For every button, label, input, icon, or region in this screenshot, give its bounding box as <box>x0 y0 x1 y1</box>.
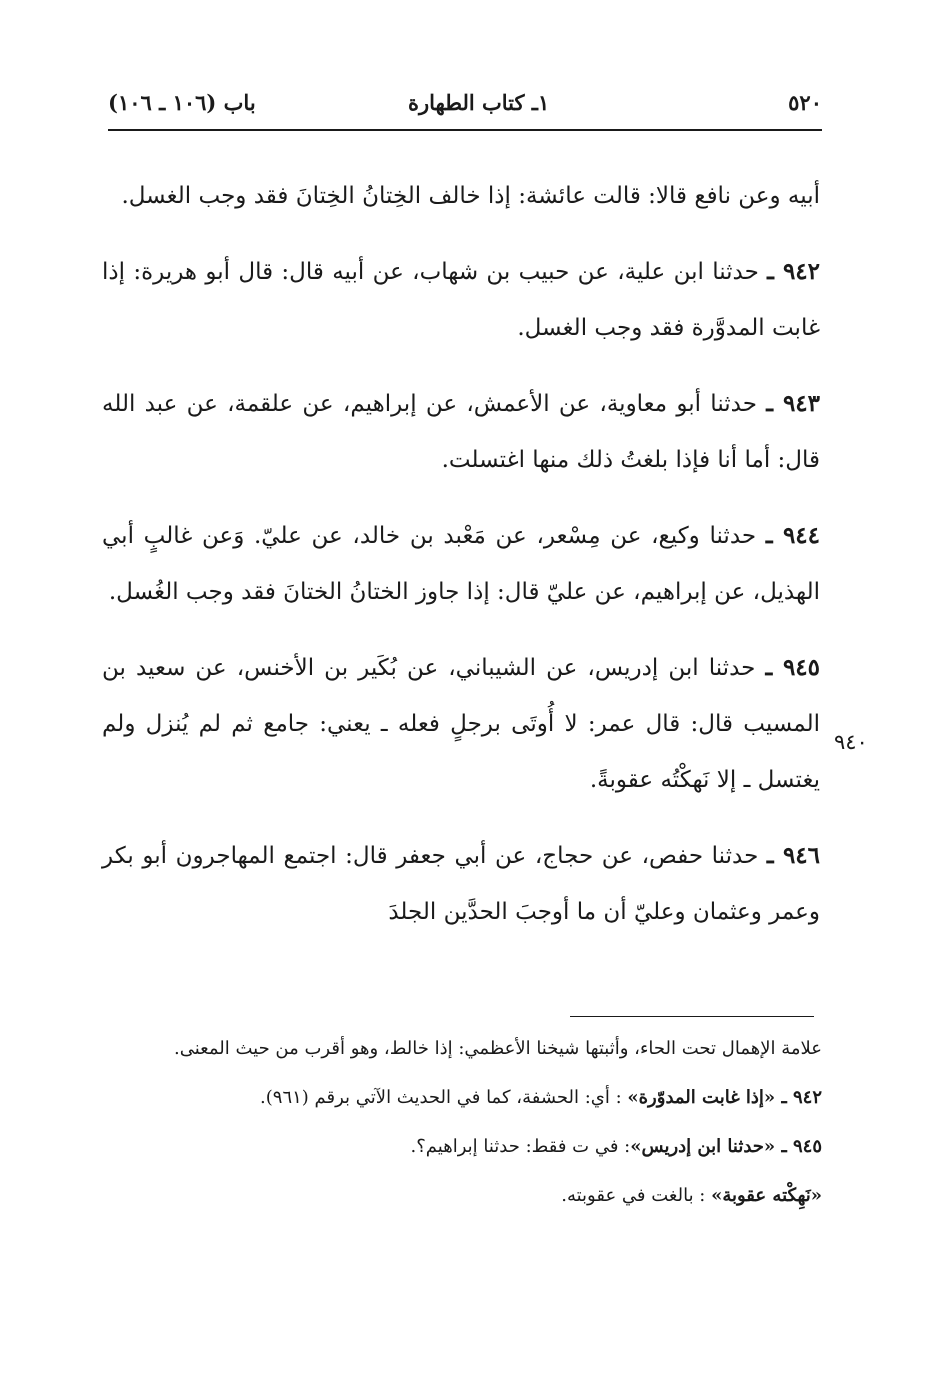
footnote <box>100 1079 822 1116</box>
hadith-paragraph-946 <box>102 828 820 940</box>
footnote <box>100 1128 822 1165</box>
footnotes <box>100 1030 822 1226</box>
book-title: ١ـ كتاب الطهارة <box>408 90 550 115</box>
footnote-quote: «إذا غابت المدوّرة» <box>627 1087 782 1108</box>
hadith-text: حدثنا ابن إدريس، عن الشيباني، عن بُكَير بن الأخنس، عن سعيد بن المسيب قال: قال عمر: لا أُوتَى برجلٍ فعله ـ يعني: جامع ثم لم يُنزل ولم يغتسل ـ إلا نَهكْتُه عقوبةً. <box>102 655 820 793</box>
hadith-text: حدثنا حفص، عن حجاج، عن أبي جعفر قال: اجتمع المهاجرون أبو بكر وعمر وعثمان وعليّ أن ما أوجبَ الحدَّين الجلدَ <box>102 843 820 925</box>
hadith-paragraph-944 <box>102 508 820 620</box>
footnote-text: : أي: الحشفة، كما في الحديث الآتي برقم (٩٦١). <box>260 1087 628 1108</box>
margin-reference-number: ٩٤٠ <box>834 730 868 754</box>
hadith-paragraph-943 <box>102 376 820 488</box>
footnote-separator <box>570 1016 814 1017</box>
page-number: ٥٢٠ <box>788 90 822 115</box>
hadith-paragraph-continuation <box>102 168 820 224</box>
hadith-number: ٩٤٤ ـ <box>765 522 820 549</box>
hadith-paragraph-942 <box>102 244 820 356</box>
hadith-text: حدثنا ابن علية، عن حبيب بن شهاب، عن أبيه قال: قال أبو هريرة: إذا غابت المدوَّرة فقد وجب الغسل. <box>102 259 820 341</box>
footnote <box>100 1030 822 1067</box>
hadith-number: ٩٤٢ ـ <box>767 258 820 285</box>
hadith-paragraph-945 <box>102 640 820 808</box>
footnote-quote: «حدثنا ابن إدريس» <box>630 1136 782 1157</box>
hadith-text: حدثنا أبو معاوية، عن الأعمش، عن إبراهيم، عن علقمة، عن عبد الله قال: أما أنا فإذا بلغتُ ذلك منها اغتسلت. <box>102 391 820 473</box>
hadith-number: ٩٤٥ ـ <box>765 654 820 681</box>
chapter-reference: باب (١٠٦ ـ ١٠٦) <box>108 90 256 115</box>
footnote-text: : في ت فقط: حدثنا إبراهيم؟. <box>410 1136 631 1157</box>
footnote-text: : بالغت في عقوبته. <box>561 1185 712 1206</box>
page-header <box>108 86 822 130</box>
footnote-number: ٩٤٢ ـ <box>781 1087 822 1108</box>
main-text <box>102 168 820 960</box>
footnote <box>100 1177 822 1214</box>
hadith-number: ٩٤٣ ـ <box>766 390 821 417</box>
hadith-text: حدثنا وكيع، عن مِسْعر، عن مَعْبد بن خالد، عن عليّ. وَعن غالبٍ أبي الهذيل، عن إبراهيم، عن عليّ قال: إذا جاوز الختانُ الختانَ فقد وجب الغُسل. <box>102 523 820 605</box>
header-rule <box>108 129 822 131</box>
hadith-text: أبيه وعن نافع قالا: قالت عائشة: إذا خالف الخِتانُ الخِتانَ فقد وجب الغسل. <box>121 183 820 209</box>
footnote-text: علامة الإهمال تحت الحاء، وأثبتها شيخنا الأعظمي: إذا خالط، وهو أقرب من حيث المعنى. <box>174 1038 822 1059</box>
footnote-quote: «نَهِكْته عقوبة» <box>711 1185 822 1206</box>
footnote-number: ٩٤٥ ـ <box>781 1136 822 1157</box>
hadith-number: ٩٤٦ ـ <box>766 842 821 869</box>
